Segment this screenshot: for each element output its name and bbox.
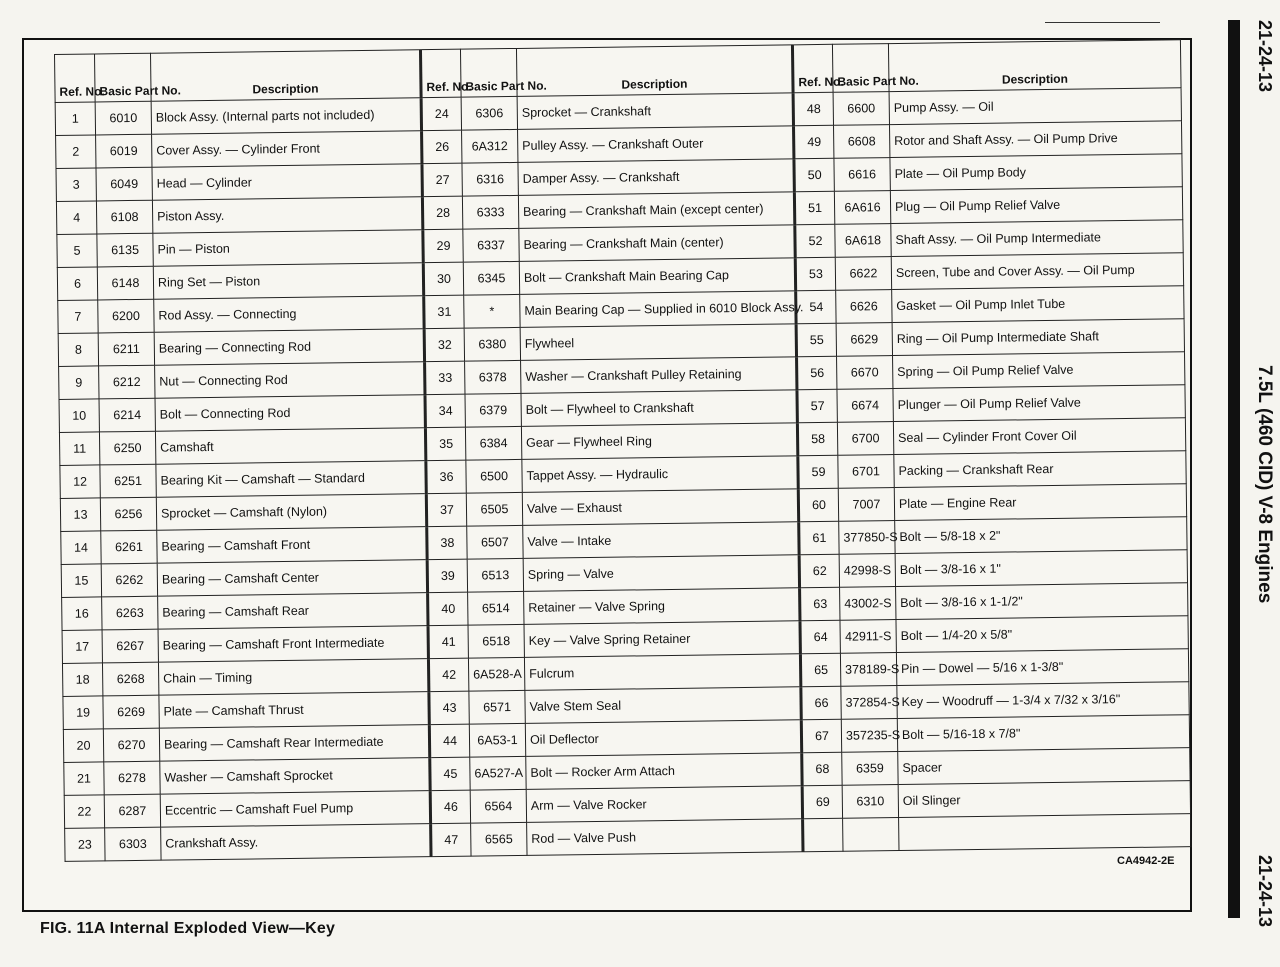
description-cell: Tappet Assy. — Hydraulic — [522, 456, 798, 493]
ref-no-cell: 38 — [427, 526, 467, 560]
description-cell: Cover Assy. — Cylinder Front — [152, 131, 422, 168]
part-no-cell: 6303 — [105, 827, 161, 861]
part-no-cell: 7007 — [838, 488, 894, 522]
description-cell: Main Bearing Cap — Supplied in 6010 Block Assy. — [520, 291, 796, 328]
description-cell: Seal — Cylinder Front Cover Oil — [893, 418, 1185, 455]
ref-no-cell: 5 — [57, 234, 97, 268]
part-no-cell: 6337 — [463, 228, 519, 262]
ref-no-cell: 10 — [59, 399, 99, 433]
description-cell: Key — Valve Spring Retainer — [524, 621, 800, 658]
description-cell: Bearing Kit — Camshaft — Standard — [156, 461, 426, 498]
part-no-cell: 357235-S — [841, 719, 897, 753]
ref-no-cell: 14 — [61, 531, 101, 565]
description-cell: Bolt — 3/8-16 x 1" — [895, 550, 1187, 587]
description-cell: Chain — Timing — [158, 659, 428, 696]
ref-no-cell: 12 — [60, 465, 100, 499]
parts-key-table — [54, 39, 1191, 862]
part-no-cell: 6200 — [98, 299, 154, 333]
description-cell: Bearing — Camshaft Rear Intermediate — [159, 725, 429, 762]
ref-no-cell: 17 — [62, 630, 102, 664]
part-no-cell: 6513 — [467, 558, 523, 592]
description-cell: Screen, Tube and Cover Assy. — Oil Pump — [891, 253, 1183, 290]
ref-no-cell: 50 — [794, 158, 834, 192]
part-no-cell: 6378 — [465, 360, 521, 394]
ref-no-cell: 1 — [55, 102, 95, 136]
ref-no-cell: 22 — [64, 795, 104, 829]
description-cell: Bolt — 5/8-18 x 2" — [895, 517, 1187, 554]
ref-no-cell: 63 — [800, 587, 840, 621]
part-no-cell: 6514 — [468, 591, 524, 625]
description-cell: Sprocket — Camshaft (Nylon) — [156, 494, 426, 531]
part-no-cell: 6269 — [103, 695, 159, 729]
description-cell: Washer — Camshaft Sprocket — [160, 758, 430, 795]
description-cell: Bearing — Crankshaft Main (center) — [519, 225, 795, 262]
part-no-cell: 6701 — [838, 455, 894, 489]
description-cell: Pin — Dowel — 5/16 x 1-3/8" — [896, 649, 1188, 686]
part-no-cell: 6212 — [99, 365, 155, 399]
ref-no-cell: 47 — [431, 823, 471, 857]
part-no-cell: 6A616 — [834, 191, 890, 225]
ref-no-cell: 66 — [801, 686, 841, 720]
description-cell: Damper Assy. — Crankshaft — [518, 159, 794, 196]
top-rule — [1045, 22, 1160, 23]
description-cell: Washer — Crankshaft Pulley Retaining — [521, 357, 797, 394]
part-no-cell: 372854-S — [841, 686, 897, 720]
ref-no-cell: 56 — [797, 356, 837, 390]
ref-no-cell: 48 — [793, 92, 833, 126]
part-no-cell: 6287 — [104, 794, 160, 828]
part-no-cell: 6135 — [97, 233, 153, 267]
description-cell: Valve Stem Seal — [525, 687, 801, 724]
description-cell: Camshaft — [155, 428, 425, 465]
table-body — [55, 88, 1191, 862]
description-cell: Ring — Oil Pump Intermediate Shaft — [892, 319, 1184, 356]
part-no-cell: 6268 — [102, 662, 158, 696]
description-cell: Bolt — 1/4-20 x 5/8" — [896, 616, 1188, 653]
part-no-cell: 6010 — [95, 101, 151, 135]
description-cell: Packing — Crankshaft Rear — [894, 451, 1186, 488]
description-cell: Plate — Oil Pump Body — [890, 154, 1182, 191]
description-cell: Rod Assy. — Connecting — [154, 296, 424, 333]
part-no-cell: 42911-S — [840, 620, 896, 654]
part-no-cell — [843, 818, 899, 852]
ref-no-cell: 46 — [430, 790, 470, 824]
part-no-cell: 6306 — [461, 96, 517, 130]
part-no-cell: 6571 — [469, 690, 525, 724]
ref-no-cell: 9 — [59, 366, 99, 400]
ref-no-cell: 55 — [796, 323, 836, 357]
header-ref-no: Ref. No. — [792, 44, 833, 93]
description-cell: Bearing — Crankshaft Main (except center) — [518, 192, 794, 229]
description-cell: Bolt — Crankshaft Main Bearing Cap — [519, 258, 795, 295]
ref-no-cell: 8 — [58, 333, 98, 367]
part-no-cell: * — [464, 294, 520, 328]
ref-no-cell: 39 — [427, 559, 467, 593]
part-no-cell: 6261 — [101, 530, 157, 564]
part-no-cell: 6629 — [836, 323, 892, 357]
header-ref-no: Ref. No. — [55, 54, 96, 103]
description-cell: Rod — Valve Push — [527, 819, 803, 856]
ref-no-cell: 69 — [802, 785, 842, 819]
description-cell: Plunger — Oil Pump Relief Valve — [893, 385, 1185, 422]
part-no-cell: 6263 — [102, 596, 158, 630]
ref-no-cell: 35 — [425, 427, 465, 461]
side-tab-bar — [1228, 20, 1240, 918]
ref-no-cell: 32 — [424, 328, 464, 362]
description-cell: Valve — Intake — [523, 522, 799, 559]
description-cell: Key — Woodruff — 1-3/4 x 7/32 x 3/16" — [897, 682, 1189, 719]
part-no-cell: 6262 — [101, 563, 157, 597]
part-no-cell: 6211 — [98, 332, 154, 366]
part-no-cell: 6270 — [103, 728, 159, 762]
part-no-cell: 6A618 — [835, 224, 891, 258]
ref-no-cell — [803, 818, 843, 852]
ref-no-cell: 44 — [429, 724, 469, 758]
part-no-cell: 6608 — [834, 125, 890, 159]
description-cell: Bearing — Camshaft Front Intermediate — [158, 626, 428, 663]
ref-no-cell: 62 — [799, 554, 839, 588]
description-cell: Pump Assy. — Oil — [889, 88, 1181, 125]
ref-no-cell: 41 — [428, 625, 468, 659]
header-description: Description — [150, 50, 421, 102]
side-label — [1247, 20, 1277, 928]
part-no-cell: 6674 — [837, 389, 893, 423]
description-cell: Pin — Piston — [153, 230, 423, 267]
part-no-cell: 6A53-1 — [469, 723, 525, 757]
description-cell — [899, 814, 1191, 851]
ref-no-cell: 67 — [801, 719, 841, 753]
description-cell: Bearing — Camshaft Center — [157, 560, 427, 597]
part-no-cell: 6019 — [96, 134, 152, 168]
description-cell: Oil Deflector — [525, 720, 801, 757]
ref-no-cell: 43 — [429, 691, 469, 725]
part-no-cell: 6564 — [470, 789, 526, 823]
description-cell: Bolt — 3/8-16 x 1-1/2" — [896, 583, 1188, 620]
header-part-no: Basic Part No. — [95, 53, 152, 102]
ref-no-cell: 51 — [794, 191, 834, 225]
ref-no-cell: 19 — [63, 696, 103, 730]
description-cell: Fulcrum — [524, 654, 800, 691]
ref-no-cell: 30 — [423, 262, 463, 296]
part-no-cell: 6507 — [467, 525, 523, 559]
part-no-cell: 6518 — [468, 624, 524, 658]
description-cell: Block Assy. (Internal parts not included) — [151, 98, 421, 135]
part-no-cell: 6359 — [842, 752, 898, 786]
part-no-cell: 6278 — [104, 761, 160, 795]
part-no-cell: 6384 — [465, 426, 521, 460]
ref-no-cell: 61 — [799, 521, 839, 555]
part-no-cell: 6049 — [96, 167, 152, 201]
ref-no-cell: 45 — [430, 757, 470, 791]
part-no-cell: 6626 — [836, 290, 892, 324]
section-title: 7.5L (460 CID) V-8 Engines — [1254, 365, 1275, 604]
page-number-bottom: 21-24-13 — [1255, 855, 1275, 928]
ref-no-cell: 58 — [797, 422, 837, 456]
ref-no-cell: 64 — [800, 620, 840, 654]
description-cell: Bearing — Camshaft Front — [157, 527, 427, 564]
part-no-cell: 6616 — [834, 158, 890, 192]
ref-no-cell: 49 — [794, 125, 834, 159]
ref-no-cell: 68 — [802, 752, 842, 786]
ref-no-cell: 31 — [424, 295, 464, 329]
ref-no-cell: 33 — [425, 361, 465, 395]
part-no-cell: 6622 — [835, 257, 891, 291]
ref-no-cell: 11 — [59, 432, 99, 466]
part-no-cell: 6333 — [462, 195, 518, 229]
header-description: Description — [888, 40, 1181, 92]
ref-no-cell: 4 — [56, 201, 96, 235]
description-cell: Bolt — 5/16-18 x 7/8" — [897, 715, 1189, 752]
ref-no-cell: 3 — [56, 168, 96, 202]
description-cell: Oil Slinger — [898, 781, 1190, 818]
ref-no-cell: 7 — [58, 300, 98, 334]
part-no-cell: 6565 — [471, 822, 527, 856]
description-cell: Valve — Exhaust — [522, 489, 798, 526]
ref-no-cell: 42 — [428, 658, 468, 692]
part-no-cell: 6345 — [463, 261, 519, 295]
part-no-cell: 6500 — [466, 459, 522, 493]
part-no-cell: 42998-S — [839, 554, 895, 588]
part-no-cell: 6380 — [464, 327, 520, 361]
part-no-cell: 6600 — [833, 92, 889, 126]
part-no-cell: 6148 — [97, 266, 153, 300]
ref-no-cell: 27 — [422, 163, 462, 197]
description-cell: Retainer — Valve Spring — [524, 588, 800, 625]
ref-no-cell: 40 — [428, 592, 468, 626]
part-no-cell: 6267 — [102, 629, 158, 663]
description-cell: Arm — Valve Rocker — [526, 786, 802, 823]
ref-no-cell: 13 — [60, 498, 100, 532]
part-no-cell: 377850-S — [839, 521, 895, 555]
part-no-cell: 6A312 — [462, 129, 518, 163]
part-no-cell: 43002-S — [840, 587, 896, 621]
description-cell: Spring — Valve — [523, 555, 799, 592]
part-no-cell: 6670 — [837, 356, 893, 390]
ref-no-cell: 18 — [62, 663, 102, 697]
description-cell: Bolt — Rocker Arm Attach — [526, 753, 802, 790]
description-cell: Bearing — Camshaft Rear — [158, 593, 428, 630]
description-cell: Plug — Oil Pump Relief Valve — [890, 187, 1182, 224]
ref-no-cell: 53 — [795, 257, 835, 291]
ref-no-cell: 6 — [57, 267, 97, 301]
description-cell: Rotor and Shaft Assy. — Oil Pump Drive — [889, 121, 1181, 158]
ref-no-cell: 16 — [62, 597, 102, 631]
part-no-cell: 6250 — [99, 431, 155, 465]
ref-no-cell: 34 — [425, 394, 465, 428]
description-cell: Plate — Camshaft Thrust — [159, 692, 429, 729]
description-cell: Pulley Assy. — Crankshaft Outer — [518, 126, 794, 163]
ref-no-cell: 20 — [63, 729, 103, 763]
ref-no-cell: 28 — [422, 196, 462, 230]
part-no-cell: 6251 — [100, 464, 156, 498]
header-part-no: Basic Part No. — [832, 44, 889, 93]
ref-no-cell: 65 — [800, 653, 840, 687]
page-number-top: 21-24-13 — [1255, 20, 1275, 93]
description-cell: Nut — Connecting Rod — [155, 362, 425, 399]
description-cell: Gasket — Oil Pump Inlet Tube — [892, 286, 1184, 323]
ref-no-cell: 21 — [64, 762, 104, 796]
ref-no-cell: 24 — [421, 97, 461, 131]
part-no-cell: 6505 — [466, 492, 522, 526]
description-cell: Spacer — [898, 748, 1190, 785]
ref-no-cell: 37 — [426, 493, 466, 527]
header-ref-no: Ref. No. — [420, 49, 461, 98]
ref-no-cell: 15 — [61, 564, 101, 598]
ref-no-cell: 2 — [56, 135, 96, 169]
description-cell: Crankshaft Assy. — [161, 824, 431, 861]
part-no-cell: 6316 — [462, 162, 518, 196]
description-cell: Piston Assy. — [152, 197, 422, 234]
description-cell: Spring — Oil Pump Relief Valve — [893, 352, 1185, 389]
part-no-cell: 6310 — [842, 785, 898, 819]
ref-no-cell: 57 — [797, 389, 837, 423]
description-cell: Head — Cylinder — [152, 164, 422, 201]
part-no-cell: 6108 — [96, 200, 152, 234]
description-cell: Bearing — Connecting Rod — [154, 329, 424, 366]
ref-no-cell: 52 — [795, 224, 835, 258]
description-cell: Bolt — Connecting Rod — [155, 395, 425, 432]
description-cell: Flywheel — [520, 324, 796, 361]
ref-no-cell: 59 — [798, 455, 838, 489]
ref-no-cell: 54 — [796, 290, 836, 324]
description-cell: Eccentric — Camshaft Fuel Pump — [160, 791, 430, 828]
figure-title: FIG. 11A Internal Exploded View—Key — [40, 920, 336, 937]
part-no-cell: 6214 — [99, 398, 155, 432]
ref-no-cell: 23 — [65, 828, 105, 862]
part-no-cell: 6256 — [100, 497, 156, 531]
description-cell: Bolt — Flywheel to Crankshaft — [521, 390, 797, 427]
header-part-no: Basic Part No. — [460, 48, 517, 97]
description-cell: Plate — Engine Rear — [894, 484, 1186, 521]
ref-no-cell: 26 — [422, 130, 462, 164]
ref-no-cell: 29 — [423, 229, 463, 263]
ref-no-cell: 36 — [426, 460, 466, 494]
part-no-cell: 378189-S — [840, 653, 896, 687]
figure-code: CA4942-2E — [1117, 855, 1175, 867]
part-no-cell: 6700 — [837, 422, 893, 456]
ref-no-cell: 60 — [798, 488, 838, 522]
header-description: Description — [516, 45, 793, 97]
description-cell: Gear — Flywheel Ring — [521, 423, 797, 460]
part-no-cell: 6379 — [465, 393, 521, 427]
part-no-cell: 6A527-A — [470, 756, 526, 790]
description-cell: Ring Set — Piston — [153, 263, 423, 300]
part-no-cell: 6A528-A — [468, 657, 524, 691]
description-cell: Shaft Assy. — Oil Pump Intermediate — [891, 220, 1183, 257]
description-cell: Sprocket — Crankshaft — [517, 93, 793, 130]
